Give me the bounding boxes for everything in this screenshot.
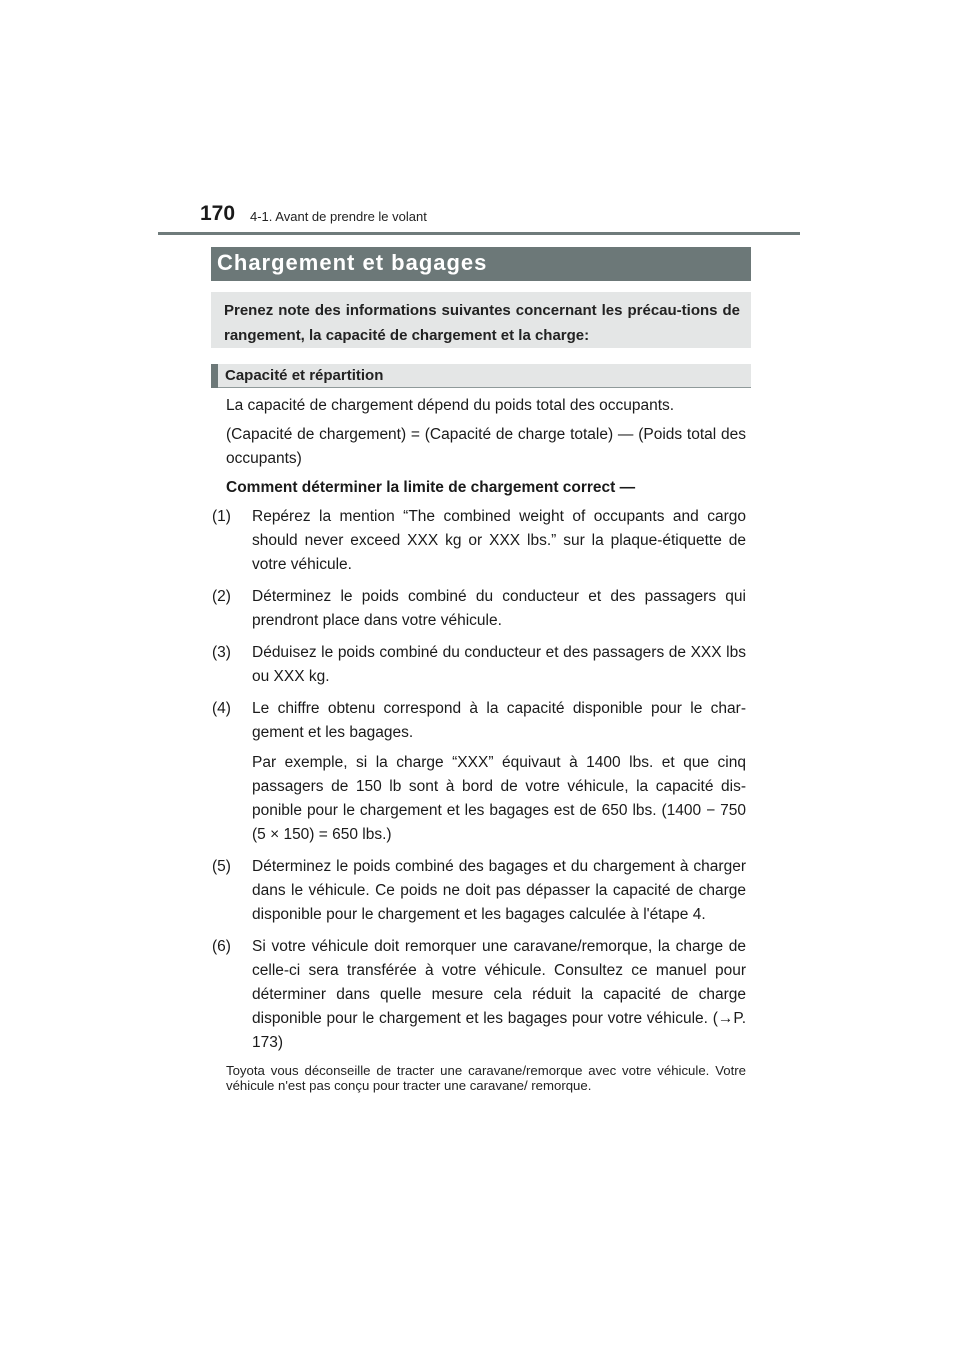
step-number: (6)	[212, 938, 231, 955]
step-item	[212, 855, 746, 927]
page-title: Chargement et bagages	[217, 250, 488, 275]
step-number: (5)	[212, 858, 231, 875]
step-text: Déterminez le poids combiné des bagages et du chargement à charger dans le véhicule. Ce poids ne doit pas dépasser la capacité de charge disponible pour le chargement et les bagages calculée à l'étape 4.	[252, 858, 746, 923]
page-title-bar	[211, 247, 751, 281]
step-number: (4)	[212, 700, 231, 717]
section-breadcrumb: 4-1. Avant de prendre le volant	[250, 209, 427, 224]
procedure-title: Comment déterminer la limite de chargement correct —	[226, 479, 636, 496]
step-number: (1)	[212, 508, 231, 525]
intro-text: Prenez note des informations suivantes concernant les précau-tions de rangement, la capacité de chargement et la charge:	[224, 302, 740, 344]
step-number: (2)	[212, 588, 231, 605]
step-text: Le chiffre obtenu correspond à la capacité disponible pour le char-gement et les bagages.	[252, 700, 746, 741]
step-text: Si votre véhicule doit remorquer une caravane/remorque, la charge de celle-ci sera transférée à votre véhicule. Consultez ce manuel pour déterminer dans quelle mesure cela réduit la capacité de charge disponible pour le chargement et les bagages pour votre véhicule. (→P. 173)	[252, 938, 746, 1051]
step-item	[212, 585, 746, 633]
step-text: Déterminez le poids combiné du conducteur et des passagers qui prendront place dans votre véhicule.	[252, 588, 746, 629]
step-number: (3)	[212, 644, 231, 661]
step-item	[212, 697, 746, 745]
paragraph: La capacité de chargement dépend du poids total des occupants.	[226, 397, 675, 414]
intro-box	[211, 292, 751, 348]
page-header	[200, 200, 800, 226]
main-content	[212, 394, 746, 1093]
step-item	[212, 505, 746, 577]
section-heading-accent	[211, 364, 218, 388]
step-text: Déduisez le poids combiné du conducteur et des passagers de XXX lbs ou XXX kg.	[252, 644, 746, 685]
step-item	[212, 641, 746, 689]
example-text: Par exemple, si la charge “XXX” équivaut à 1400 lbs. et que cinq passagers de 150 lb sont à bord de votre véhicule, la capacité dis-ponible pour le chargement et les bagages est de 650 lbs. (1400 − 750 (5 × 150) = 650 lbs.)	[252, 754, 746, 843]
section-heading-text: Capacité et répartition	[225, 367, 384, 384]
note-text: Toyota vous déconseille de tracter une caravane/remorque avec votre véhicule. Votre véhicule n'est pas conçu pour tracter une caravane/ remorque.	[226, 1063, 746, 1093]
step-text: Repérez la mention “The combined weight of occupants and cargo should never exceed XXX kg or XXX lbs.” sur la plaque-étiquette de votre véhicule.	[252, 508, 746, 573]
paragraph: (Capacité de chargement) = (Capacité de charge totale) — (Poids total des occupants)	[226, 426, 746, 467]
step-item	[212, 935, 746, 1055]
section-heading	[211, 364, 751, 388]
page-number: 170	[200, 202, 236, 225]
header-divider	[158, 232, 800, 235]
